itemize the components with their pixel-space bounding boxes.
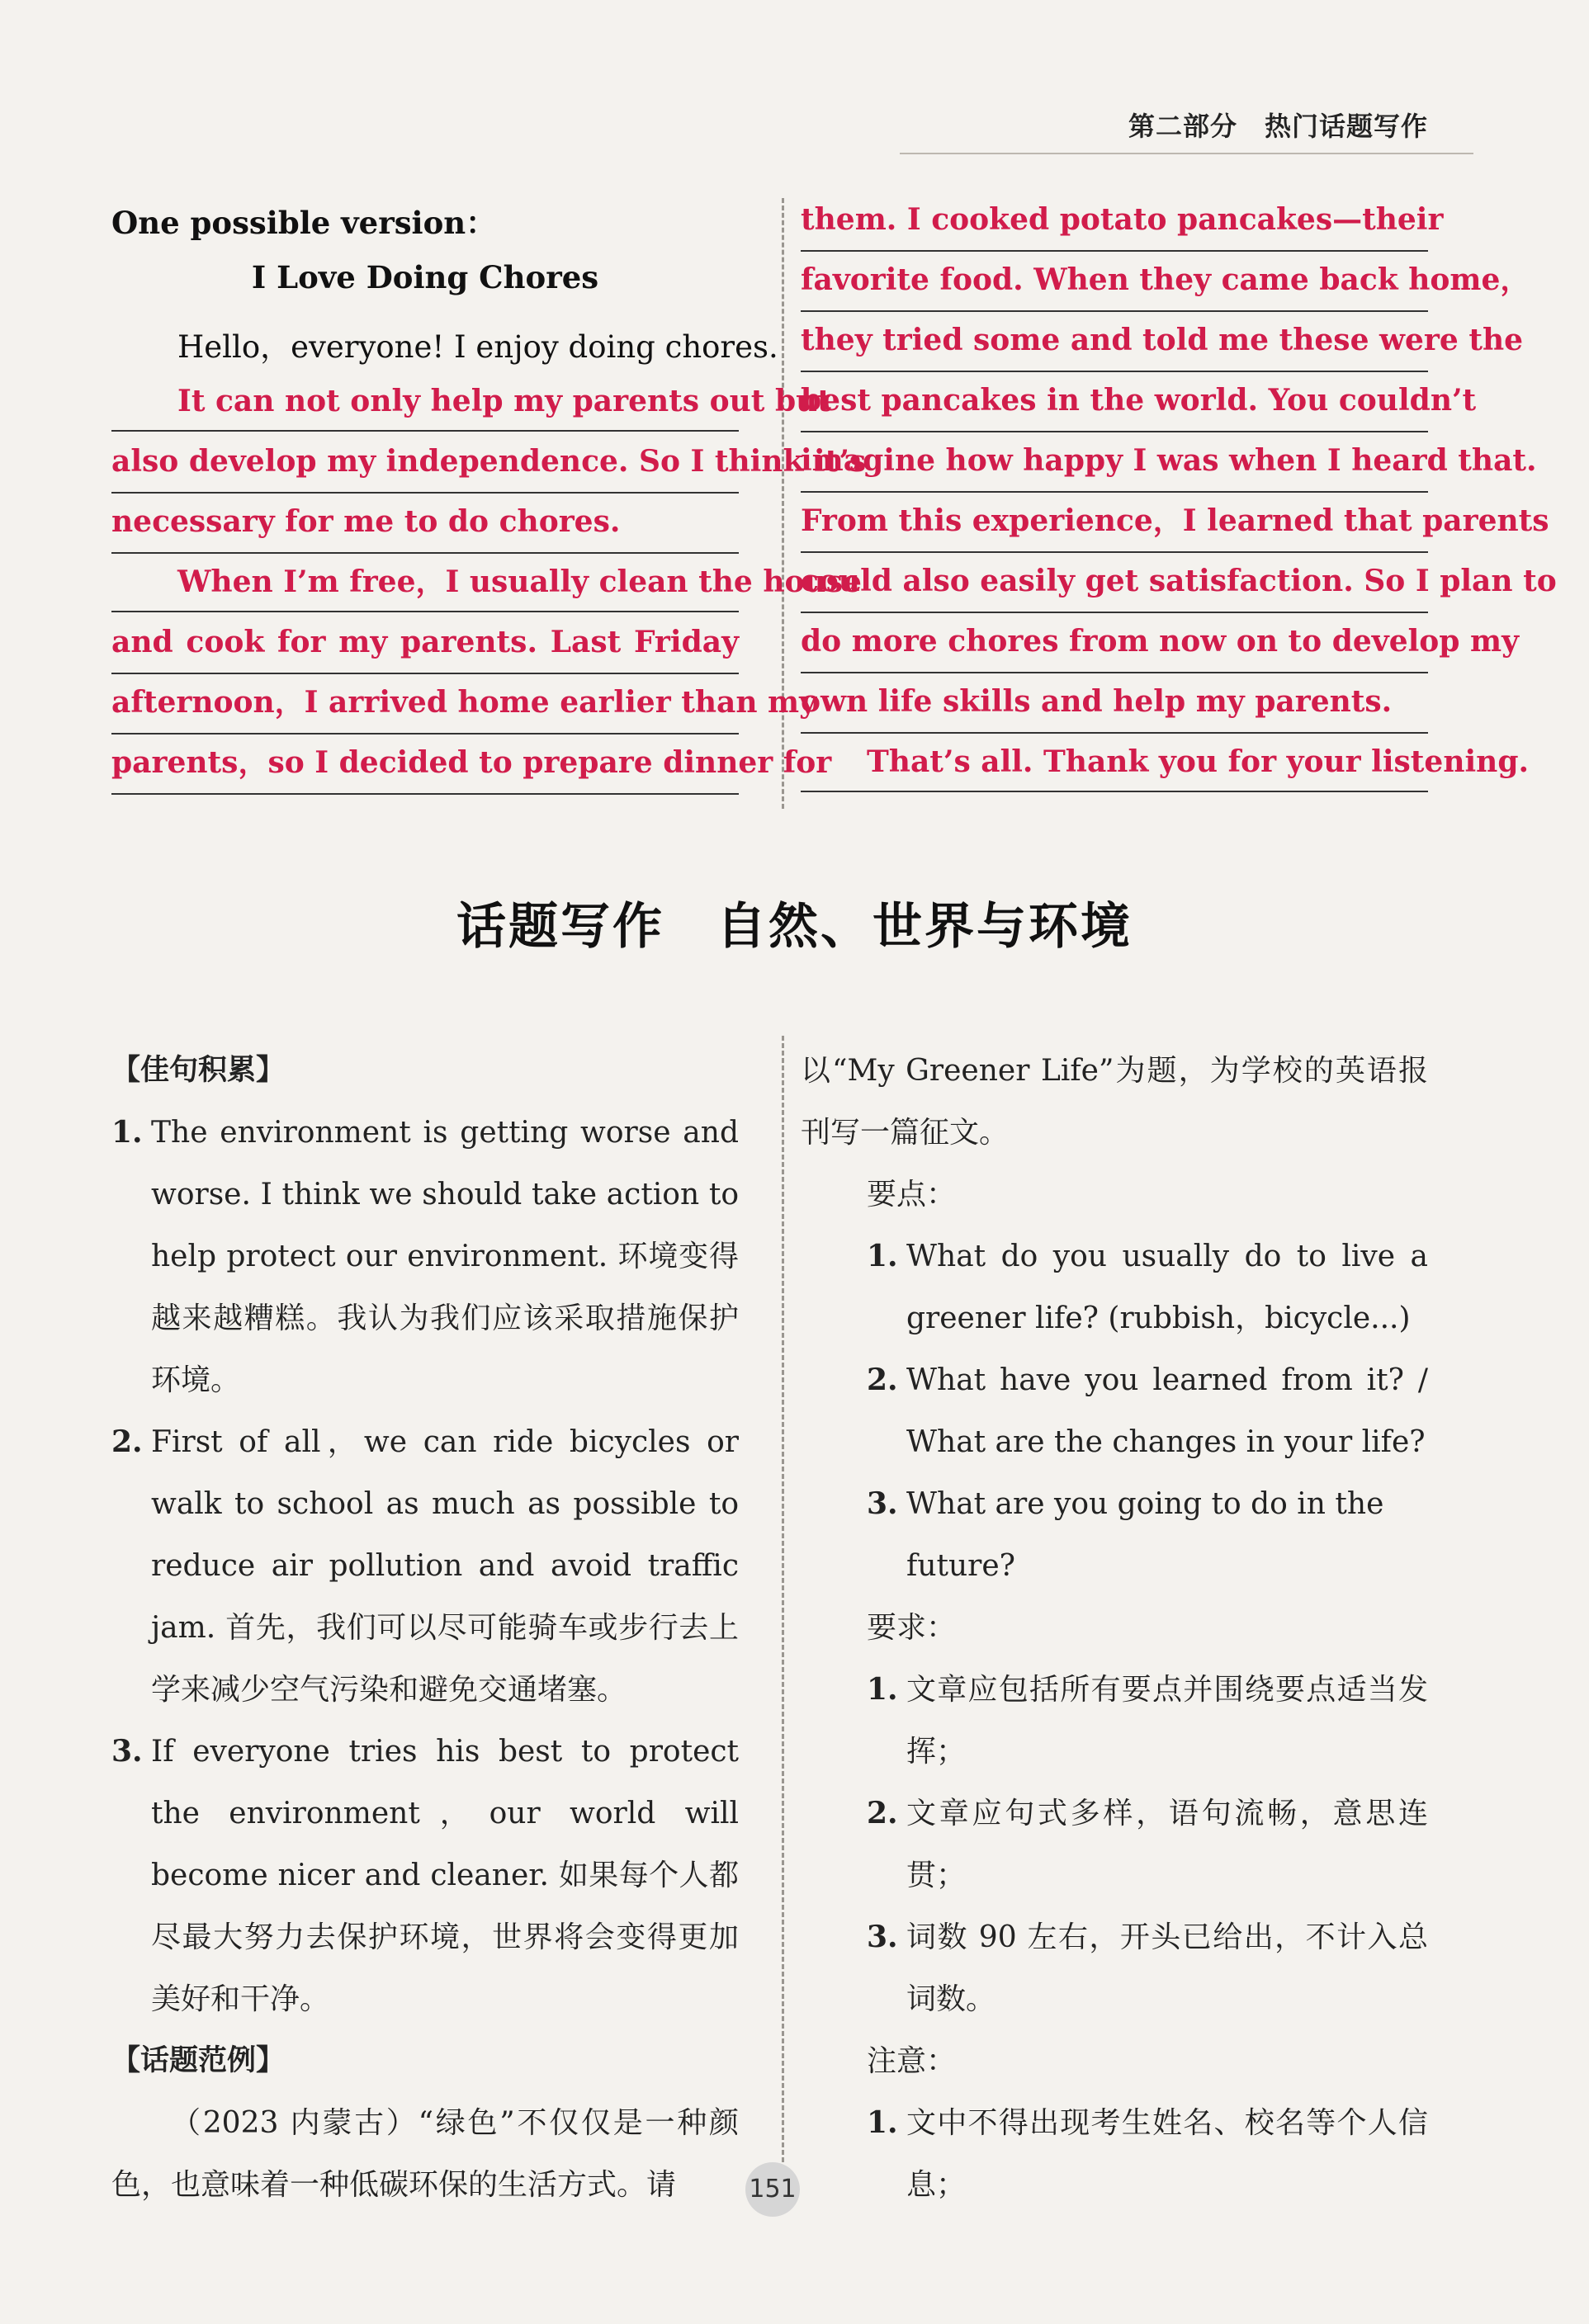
item-text: First of all，we can ride bicycles or walk to school as much as possible to reduce air pollution and avoid traffic jam. 首先，我们可以尽可能骑车或步行去上学来减少空气污染和避免交通堵塞。 bbox=[151, 1425, 739, 1707]
requirement-item bbox=[867, 1659, 1428, 1783]
good-sentences-block bbox=[111, 1040, 739, 2216]
example-right-block bbox=[801, 1040, 1428, 2216]
item-number: 3. bbox=[867, 1920, 898, 1954]
answer-line: necessary for me to do chores. bbox=[111, 492, 739, 554]
answer-line: imagine how happy I was when I heard that. bbox=[801, 431, 1428, 493]
point-item bbox=[867, 1473, 1428, 1597]
points-label: 要点： bbox=[867, 1178, 957, 1212]
answer-line: It can not only help my parents out but bbox=[111, 371, 739, 432]
item-text: What have you learned from it? / What are the changes in your life? bbox=[906, 1363, 1428, 1459]
answer-line: That’s all. Thank you for your listening. bbox=[801, 732, 1428, 792]
note-item bbox=[867, 2092, 1428, 2216]
example-prompt-left: （2023 内蒙古）“绿色”不仅仅是一种颜色，也意味着一种低碳环保的生活方式。请 bbox=[111, 2106, 739, 2202]
item-number: 1. bbox=[111, 1115, 143, 1150]
item-number: 3. bbox=[867, 1486, 898, 1521]
notes-label: 注意： bbox=[867, 2044, 957, 2078]
requirements-label: 要求： bbox=[867, 1611, 957, 1645]
item-number: 1. bbox=[867, 1672, 898, 1707]
running-head: 第二部分 热门话题写作 bbox=[1128, 111, 1428, 142]
answer-line: parents，so I decided to prepare dinner for bbox=[111, 733, 739, 795]
header-rule bbox=[900, 153, 1473, 154]
answer-line: could also easily get satisfaction. So I plan to bbox=[801, 551, 1428, 613]
essay-title: I Love Doing Chores bbox=[251, 259, 599, 295]
item-text: If everyone tries his best to protect the environment，our world will become nicer and cleaner. 如果每个人都尽最大努力去保护环境，世界将会变得更加美好和干净。 bbox=[151, 1735, 739, 2016]
item-number: 2. bbox=[867, 1796, 898, 1830]
column-divider-bottom bbox=[782, 1036, 784, 2162]
item-number: 1. bbox=[867, 1239, 898, 1273]
answer-line: favorite food. When they came back home， bbox=[801, 250, 1428, 312]
item-number: 2. bbox=[867, 1363, 898, 1397]
requirement-item bbox=[867, 1783, 1428, 1906]
answer-line: and cook for my parents. Last Friday bbox=[111, 612, 739, 674]
page-number: 151 bbox=[745, 2162, 800, 2217]
item-text: 文章应包括所有要点并围绕要点适当发挥； bbox=[906, 1673, 1428, 1769]
example-heading: 【话题范例】 bbox=[111, 2044, 286, 2077]
answer-line: own life skills and help my parents. bbox=[801, 672, 1428, 734]
answer-line: they tried some and told me these were the bbox=[801, 310, 1428, 372]
item-text: What are you going to do in the future? bbox=[906, 1487, 1384, 1583]
item-text: What do you usually do to live a greener life? (rubbish，bicycle...) bbox=[906, 1240, 1428, 1335]
item-text: The environment is getting worse and worse. I think we should take action to help protect our environment. 环境变得越来越糟糕。我认为我们应该采取措施保护环境。 bbox=[151, 1116, 739, 1397]
essay-opening: Hello，everyone! I enjoy doing chores. bbox=[177, 329, 778, 365]
answer-line: best pancakes in the world. You couldn’t bbox=[801, 371, 1428, 432]
good-sentences-heading: 【佳句积累】 bbox=[111, 1054, 286, 1087]
point-item bbox=[867, 1349, 1428, 1473]
answer-line: them. I cooked potato pancakes—their bbox=[801, 190, 1428, 252]
answer-line: also develop my independence. So I think it’s bbox=[111, 432, 739, 494]
answer-line: From this experience，I learned that parents bbox=[801, 491, 1428, 553]
answer-line: afternoon，I arrived home earlier than my bbox=[111, 673, 739, 735]
answer-line: do more chores from now on to develop my bbox=[801, 612, 1428, 673]
essay-label: One possible version： bbox=[111, 205, 497, 241]
item-text: 文中不得出现考生姓名、校名等个人信息； bbox=[906, 2106, 1428, 2202]
item-number: 1. bbox=[867, 2105, 898, 2140]
item-text: 词数 90 左右，开头已给出，不计入总词数。 bbox=[906, 1920, 1428, 2016]
requirement-item bbox=[867, 1906, 1428, 2030]
example-prompt-right: 以“My Greener Life”为题，为学校的英语报刊写一篇征文。 bbox=[801, 1054, 1428, 1150]
answer-line: When I’m free，I usually clean the house bbox=[111, 552, 739, 612]
section-title: 话题写作 自然、世界与环境 bbox=[456, 898, 1133, 956]
sentence-item bbox=[111, 1411, 739, 1721]
sentence-item bbox=[111, 1102, 739, 1411]
point-item bbox=[867, 1226, 1428, 1349]
item-number: 2. bbox=[111, 1424, 143, 1459]
item-number: 3. bbox=[111, 1734, 143, 1769]
item-text: 文章应句式多样，语句流畅，意思连贯； bbox=[906, 1797, 1428, 1892]
sentence-item bbox=[111, 1721, 739, 2030]
